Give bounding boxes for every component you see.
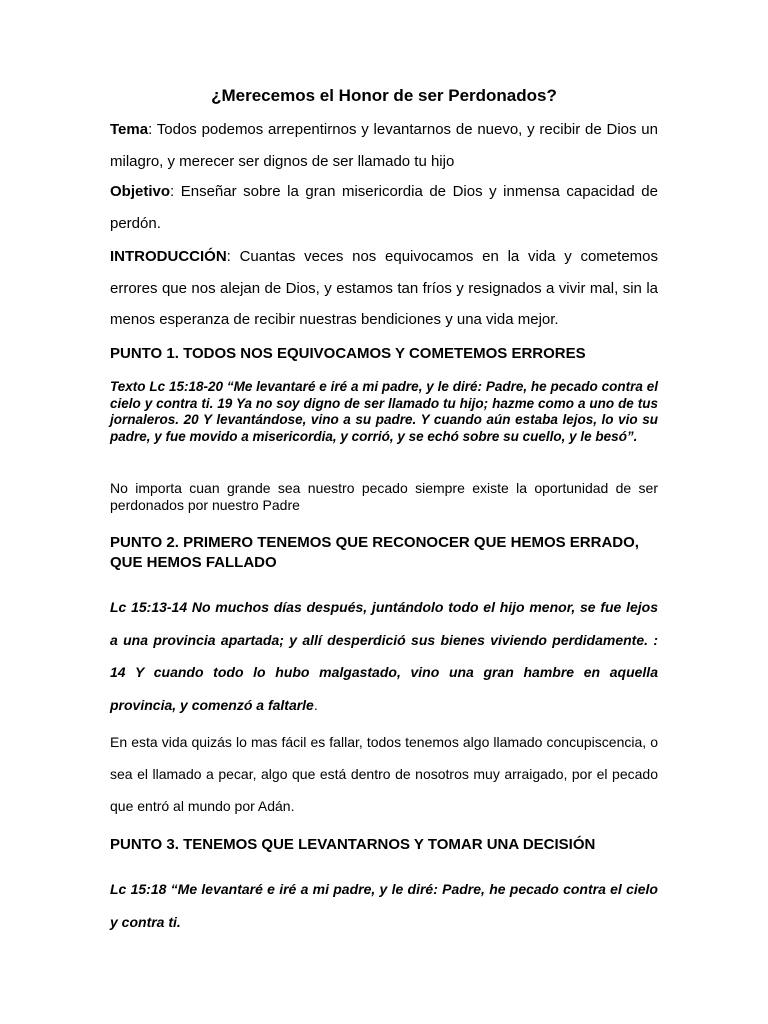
punto2-verse-end: . <box>313 696 318 713</box>
punto2-text: En esta vida quizás lo mas fácil es fallar, todos tenemos algo llamado concupiscencia, o sea el llamado a pecar, algo que está dentro de nosotros muy arraigado, por el pecado que entró al mundo por Adán. <box>110 734 658 814</box>
punto2-verse-paragraph <box>110 591 658 721</box>
tema-label: Tema <box>110 121 149 138</box>
objetivo-paragraph <box>110 176 658 239</box>
intro-label: INTRODUCCIÓN <box>110 248 227 265</box>
punto1-text: No importa cuan grande sea nuestro pecado siempre existe la oportunidad de ser perdonados por nuestro Padre <box>110 480 658 513</box>
punto3-heading: PUNTO 3. TENEMOS QUE LEVANTARNOS Y TOMAR UNA DECISIÓN <box>110 836 596 853</box>
punto2-verse: Lc 15:13-14 No muchos días después, juntándolo todo el hijo menor, se fue lejos a una provincia apartada; y allí desperdició sus bienes viviendo perdidamente. : 14 Y cuando todo lo hubo malgastado, vino una gran hambre en aquella provincia, y comenzó a faltarle <box>110 599 658 713</box>
intro-text: : Cuantas veces nos equivocamos en la vida y cometemos errores que nos alejan de Dios, y estamos tan fríos y resignados a vivir mal, sin la menos esperanza de recibir nuestras bendiciones y una vida mejor. <box>110 248 658 328</box>
objetivo-text: : Enseñar sobre la gran misericordia de Dios y inmensa capacidad de perdón. <box>110 183 658 232</box>
intro-paragraph <box>110 241 658 336</box>
tema-text: : Todos podemos arrepentirnos y levantarnos de nuevo, y recibir de Dios un milagro, y merecer ser dignos de ser llamado tu hijo <box>110 121 658 170</box>
tema-paragraph <box>110 114 658 177</box>
punto1-verse: Texto Lc 15:18-20 “Me levantaré e iré a mi padre, y le diré: Padre, he pecado contra el cielo y contra ti. 19 Ya no soy digno de ser llamado tu hijo; hazme como a uno de tus jornaleros. 20 Y levantándose, vino a su padre. Y cuando aún estaba lejos, lo vio su padre, y fue movido a misericordia, y corrió, y se echó sobre su cuello, y le besó”. <box>110 379 658 444</box>
objetivo-label: Objetivo <box>110 183 171 200</box>
page-title: ¿Merecemos el Honor de ser Perdonados? <box>211 86 557 105</box>
punto1-heading: PUNTO 1. TODOS NOS EQUIVOCAMOS Y COMETEMOS ERRORES <box>110 345 586 362</box>
punto2-heading: PUNTO 2. PRIMERO TENEMOS QUE RECONOCER QUE HEMOS ERRADO, QUE HEMOS FALLADO <box>110 534 639 571</box>
punto3-verse: Lc 15:18 “Me levantaré e iré a mi padre, y le diré: Padre, he pecado contra el cielo y contra ti. <box>110 881 658 930</box>
